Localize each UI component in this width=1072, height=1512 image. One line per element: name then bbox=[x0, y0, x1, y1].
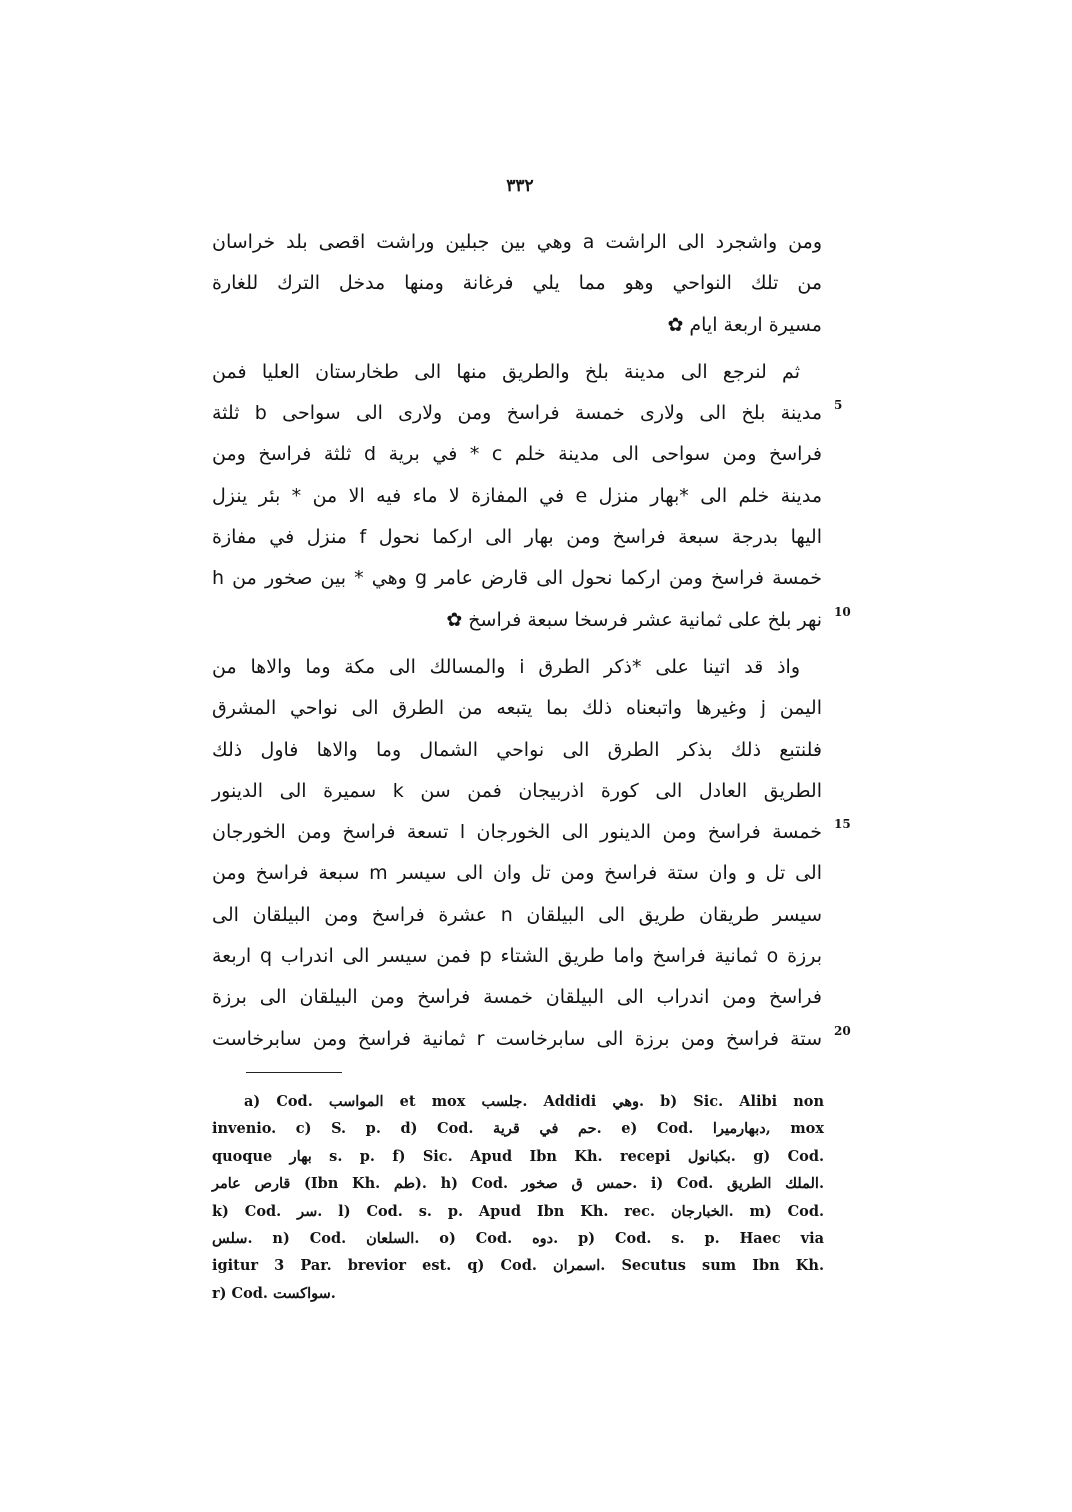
text-line: اليها بدرجة سبعة فراسخ ومن بهار الى اركما نحول f منزل في مفازة bbox=[212, 526, 822, 549]
text-line: واذ قد اتينا على *ذكر الطرق i والمسالك الى مكة وما والاها من bbox=[212, 655, 800, 678]
line-number: 15 bbox=[834, 817, 851, 832]
text-line: برزة o ثمانية فراسخ واما طريق الشتاء p فمن سيسر الى اندراب q اربعة bbox=[212, 945, 822, 968]
line-number: 5 bbox=[834, 398, 843, 413]
footnote-line: سلس. n) Cod. السلعان. o) Cod. دوه. p) Cod. s. p. Haec via bbox=[212, 1229, 824, 1247]
text-line: من تلك النواحي وهو مما يلي فرغانة ومنها مدخل الترك للغارة bbox=[212, 272, 822, 295]
text-line: خمسة فراسخ ومن اركما نحول الى قارض عامر g وهي * بين صخور من h bbox=[212, 567, 822, 590]
text-line: فلنتبع ذلك بذكر الطرق الى نواحي الشمال وما والاها فاول ذلك bbox=[212, 738, 822, 761]
text-line: ومن واشجرد الى الراشت a وهي بين جبلين وراشت اقصى بلد خراسان bbox=[212, 231, 822, 253]
main-text bbox=[212, 222, 851, 1060]
text-line: مدينة خلم الى *بهار منزل e في المفازة لا ماء فيه الا من * بئر ينزل bbox=[212, 484, 822, 507]
text-line: نهر بلخ على ثمانية عشر فرسخا سبعة فراسخ ✿ 10 bbox=[212, 600, 822, 641]
text-line: مدينة بلخ الى ولارى خمسة فراسخ ومن ولارى الى سواحى b ثلثة 5 bbox=[212, 393, 822, 434]
text-line: اليمن j وغيرها واتبعناه ذلك بما يتبعه من الطرق الى نواحي المشرق bbox=[212, 697, 822, 720]
footnote-rule bbox=[246, 1072, 342, 1073]
text-line: ثم لنرجع الى مدينة بلخ والطريق منها الى طخارستان العليا فمن bbox=[212, 360, 800, 383]
page-number: ٣٣٢ bbox=[506, 176, 534, 196]
footnote-line: invenio. c) S. p. d) Cod. حم في قرية. e) Cod. دبهارميرا, mox bbox=[212, 1120, 824, 1138]
text-line: فراسخ ومن سواحى الى مدينة خلم c * في برية d ثلثة فراسخ ومن bbox=[212, 443, 822, 466]
footnote-line: k) Cod. سر. l) Cod. s. p. Apud Ibn Kh. rec. الخبارجان. m) Cod. bbox=[212, 1202, 825, 1220]
text-line: فراسخ ومن اندراب الى البيلقان خمسة فراسخ ومن البيلقان الى برزة bbox=[212, 986, 822, 1009]
footnote-line: quoque بهار s. p. f) Sic. Apud Ibn Kh. recepi بكبانول. g) Cod. bbox=[212, 1147, 825, 1165]
text-line: خمسة فراسخ ومن الدينور الى الخورجان l تسعة فراسخ ومن الخورجان 15 bbox=[212, 812, 822, 853]
footnote-line: قارص عامر (Ibn Kh. طم). h) Cod. حمس ق صخور. i) Cod. الملك الطريق. bbox=[212, 1175, 824, 1193]
text-line: مسيرة اربعة ايام ✿ bbox=[667, 313, 822, 336]
footnotes bbox=[212, 1088, 824, 1307]
footnote-line: igitur 3 Par. brevior est. q) Cod. اسمران. Secutus sum Ibn Kh. bbox=[212, 1257, 824, 1275]
text-line: الطريق العادل الى كورة اذربيجان فمن سن k سميرة الى الدينور bbox=[212, 779, 823, 802]
text-line: الى تل و وان ستة فراسخ ومن تل وان الى سيسر m سبعة فراسخ ومن bbox=[212, 862, 822, 885]
footnote-line: r) Cod. سواكست. bbox=[212, 1284, 336, 1302]
line-number: 20 bbox=[834, 1023, 851, 1038]
text-line: سيسر طريقان طريق الى البيلقان n عشرة فراسخ ومن البيلقان الى bbox=[212, 903, 822, 926]
line-number: 10 bbox=[834, 604, 851, 619]
text-line: ستة فراسخ ومن برزة الى سابرخاست r ثمانية فراسخ ومن سابرخاست 20 bbox=[212, 1019, 822, 1060]
footnote-line: a) Cod. المواسب et mox جلسب. Addidi وهي. b) Sic. Alibi non bbox=[244, 1093, 824, 1110]
